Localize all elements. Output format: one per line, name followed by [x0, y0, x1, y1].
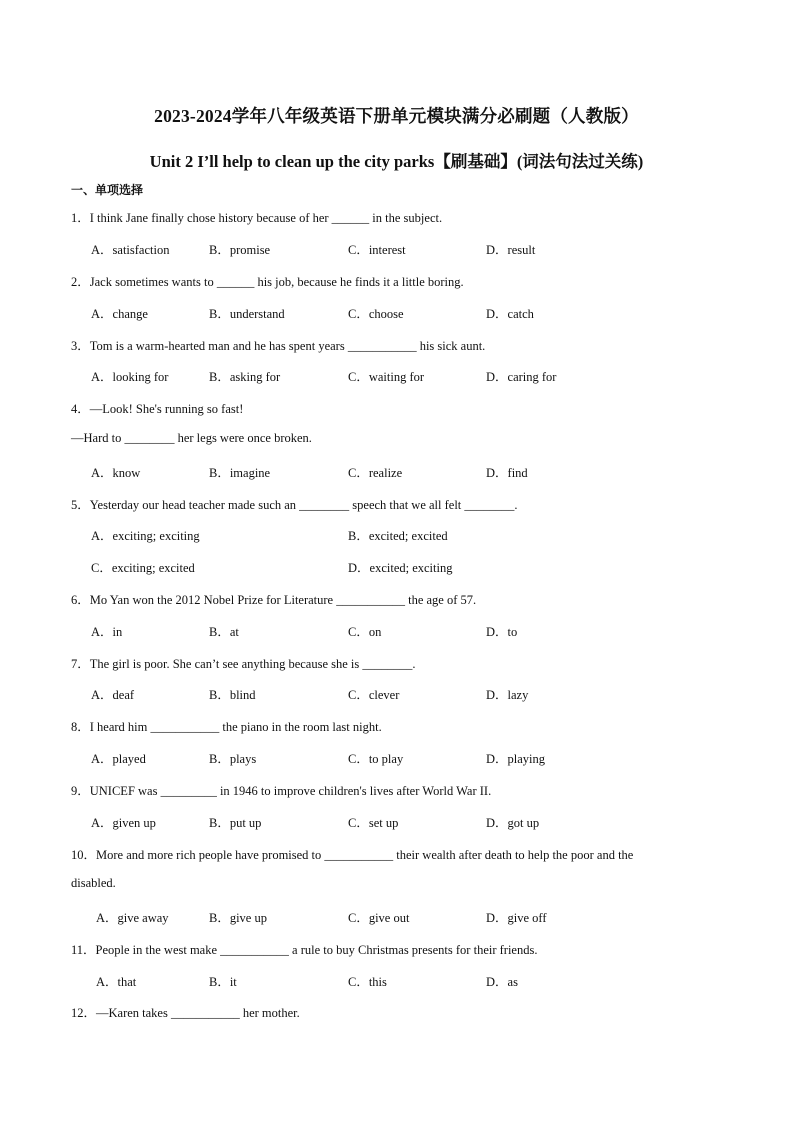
question-10-stem-continued: disabled.	[71, 876, 116, 890]
option-d: D．give off	[486, 911, 547, 925]
question-12-stem: 12．—Karen takes ___________ her mother.	[71, 1006, 300, 1020]
option-d: D．got up	[486, 816, 540, 830]
option-a: A．that	[96, 975, 137, 989]
option-c: C．give out	[348, 911, 410, 925]
question-7-options	[0, 685, 793, 703]
question-10-stem: 10．More and more rich people have promised to ___________ their wealth after death to help the poor and the	[71, 848, 634, 862]
option-b: B．it	[209, 975, 237, 989]
option-b: B．plays	[209, 752, 257, 766]
option-d: D．find	[486, 466, 528, 480]
option-c: C．set up	[348, 816, 399, 830]
option-c: C．clever	[348, 688, 400, 702]
option-c: C．realize	[348, 466, 403, 480]
option-b: B．give up	[209, 911, 267, 925]
page-title: 2023-2024学年八年级英语下册单元模块满分必刷题（人教版）	[154, 106, 639, 126]
question-9-stem: 9．UNICEF was _________ in 1946 to improve children's lives after World War II.	[71, 784, 492, 798]
question-5-options-row-2	[0, 558, 793, 576]
option-a: A．in	[91, 625, 123, 639]
option-c: C．to play	[348, 752, 404, 766]
question-8-stem: 8．I heard him ___________ the piano in the room last night.	[71, 720, 382, 734]
option-b: B．blind	[209, 688, 256, 702]
question-7-stem: 7．The girl is poor. She can’t see anything because she is ________.	[71, 657, 416, 671]
question-2-stem: 2．Jack sometimes wants to ______ his job, because he finds it a little boring.	[71, 275, 464, 289]
option-c: C．this	[348, 975, 387, 989]
option-a: A．played	[91, 752, 146, 766]
question-2-options	[0, 304, 793, 322]
question-1-options	[0, 240, 793, 258]
option-a: A．given up	[91, 816, 156, 830]
option-b: B．promise	[209, 243, 271, 257]
question-4-stem-continued: —Hard to ________ her legs were once broken.	[71, 431, 312, 445]
option-b: B．at	[209, 625, 239, 639]
option-c: C．waiting for	[348, 370, 425, 384]
question-3-options	[0, 367, 793, 385]
option-c: C．choose	[348, 307, 404, 321]
option-a: A．exciting; exciting	[91, 529, 200, 543]
page-subtitle: Unit 2 I’ll help to clean up the city parks【刷基础】(词法句法过关练)	[149, 152, 644, 171]
option-c: C．interest	[348, 243, 406, 257]
option-b: B．excited; excited	[348, 529, 448, 543]
option-a: A．know	[91, 466, 141, 480]
question-3-stem: 3．Tom is a warm-hearted man and he has spent years ___________ his sick aunt.	[71, 339, 486, 353]
question-6-stem: 6．Mo Yan won the 2012 Nobel Prize for Literature ___________ the age of 57.	[71, 593, 477, 607]
question-1-stem: 1．I think Jane finally chose history because of her ______ in the subject.	[71, 211, 443, 225]
question-5-stem: 5．Yesterday our head teacher made such an ________ speech that we all felt ________.	[71, 498, 518, 512]
option-c: C．on	[348, 625, 382, 639]
question-4-options	[0, 463, 793, 481]
question-5-options-row-1	[0, 526, 793, 544]
question-4-stem: 4．—Look! She's running so fast!	[71, 402, 244, 416]
question-10-options	[0, 908, 793, 926]
question-11-stem: 11．People in the west make ___________ a rule to buy Christmas presents for their friends.	[71, 943, 538, 957]
question-11-options	[0, 972, 793, 990]
option-b: B．understand	[209, 307, 285, 321]
option-b: B．put up	[209, 816, 262, 830]
option-a: A．give away	[96, 911, 169, 925]
option-a: A．looking for	[91, 370, 169, 384]
option-b: B．asking for	[209, 370, 281, 384]
question-8-options	[0, 749, 793, 767]
option-b: B．imagine	[209, 466, 271, 480]
option-d: D．caring for	[486, 370, 557, 384]
option-d: D．to	[486, 625, 518, 639]
option-a: A．deaf	[91, 688, 135, 702]
section-title: 一、单项选择	[71, 183, 144, 197]
option-c: C．exciting; excited	[91, 561, 195, 575]
option-d: D．lazy	[486, 688, 529, 702]
option-d: D．playing	[486, 752, 546, 766]
question-6-options	[0, 622, 793, 640]
option-a: A．change	[91, 307, 148, 321]
option-d: D．excited; exciting	[348, 561, 453, 575]
option-a: A．satisfaction	[91, 243, 170, 257]
option-d: D．catch	[486, 307, 534, 321]
option-d: D．as	[486, 975, 518, 989]
option-d: D．result	[486, 243, 536, 257]
question-9-options	[0, 813, 793, 831]
